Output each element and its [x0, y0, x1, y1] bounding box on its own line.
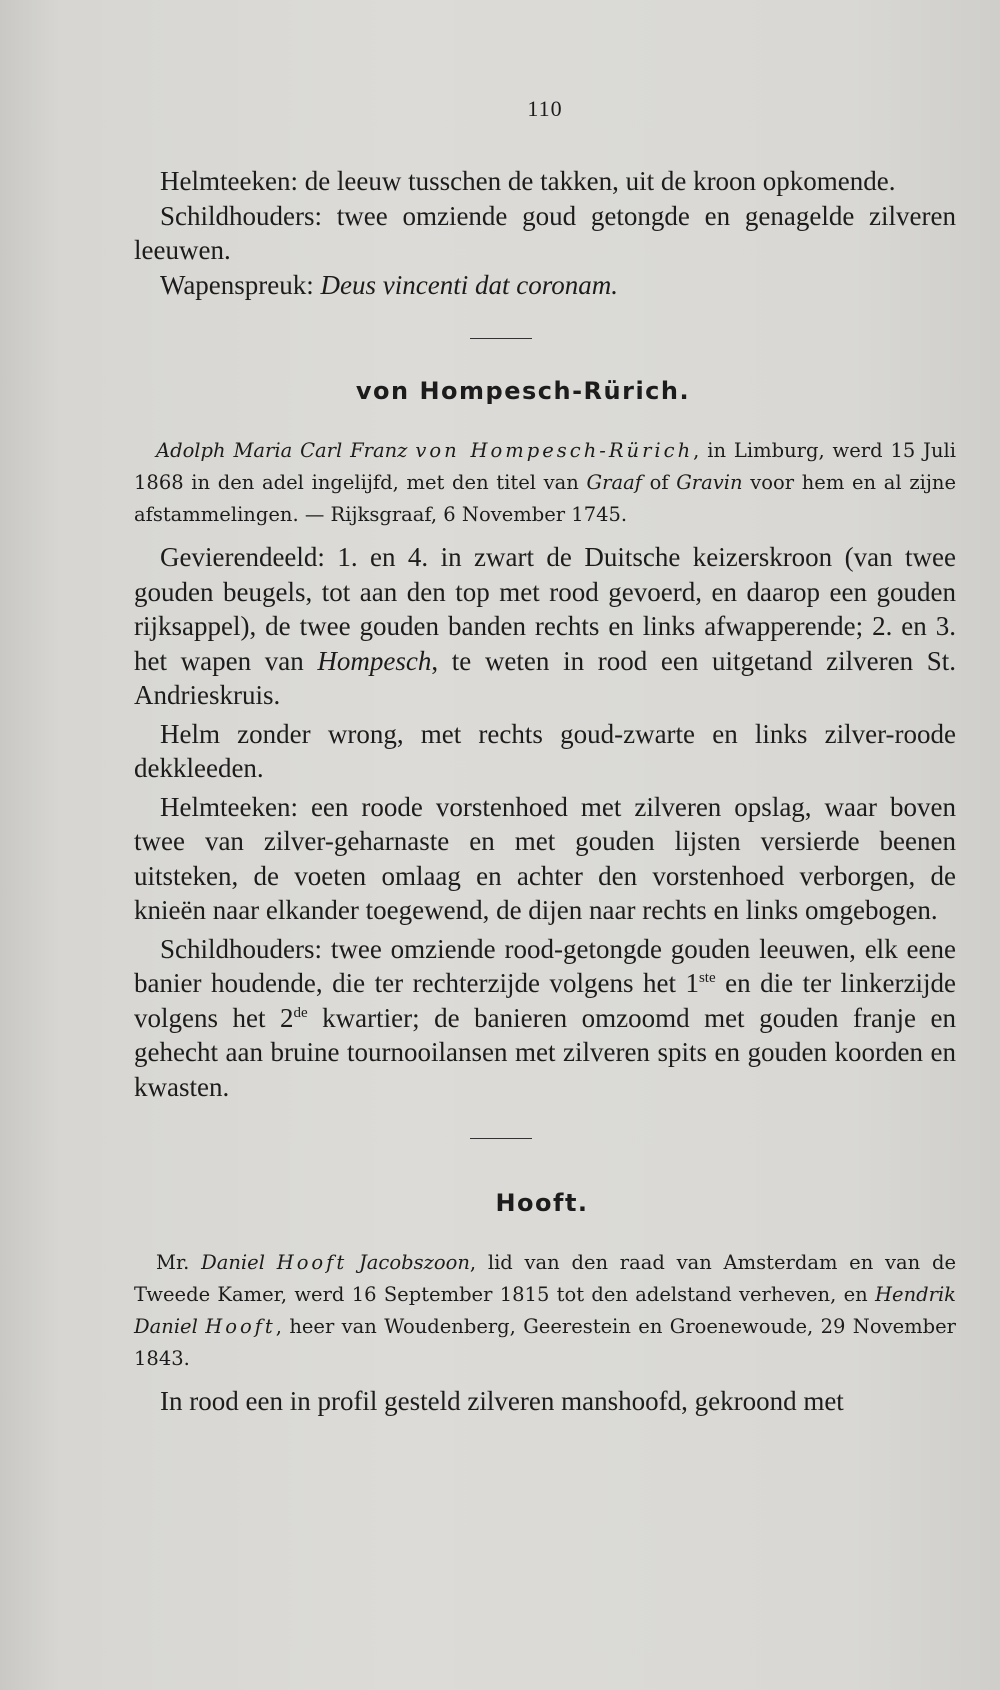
intro-helmteeken: Helmteeken: de leeuw tusschen de takken, uit de kroon opkomende. [160, 166, 896, 196]
hompesch-intro-paragraph: Adolph Maria Carl Franz von Hompesch-Rürich, in Limburg, werd 15 Juli 1868 in den adel ingelijfd, met den titel van Graaf of Gravin voor hem en al zijne afstammelingen. — Rijksgraaf, 6 November 1745. [134, 439, 956, 526]
intro-schildhouders: Schildhouders: twee omziende goud getongde en genagelde zilveren leeuwen. [134, 200, 956, 265]
section-divider [470, 1138, 532, 1139]
section-divider [470, 338, 532, 339]
hompesch-helmteeken-paragraph: Helmteeken: een roode vorstenhoed met zilveren opslag, waar boven twee van zilver-geharnaste en met gouden lijsten versierde beenen uitsteken, de voeten omlaag en achter den vorstenhoed verborgen, de knieën naar elkander toegewend, de dijen naar rechts en links omgebogen. [134, 791, 956, 925]
intro-wapenspreuk [134, 268, 956, 303]
page-number: 110 [527, 96, 563, 121]
hompesch-helm-paragraph: Helm zonder wrong, met rechts goud-zwarte en links zilver-roode dekkleeden. [134, 718, 956, 783]
person-name: Adolph Maria Carl Franz [156, 439, 408, 462]
hooft-intro-paragraph: Mr. Daniel Hooft Jacobszoon, lid van den raad van Amsterdam en van de Tweede Kamer, werd 16 September 1815 tot den adelstand verheven, en Hendrik Daniel Hooft, heer van Woudenberg, Geerestein en Groenewoude, 29 November 1843. [134, 1251, 956, 1370]
hompesch-schildhouders-paragraph: Schildhouders: twee omziende rood-getongde gouden leeuwen, elk eene banier houdende, die ter rechterzijde volgens het 1ste en die ter linkerzijde volgens het 2de kwartier; de banieren omzoomd met gouden franje en gehecht aan bruine tournooilansen met zilveren spits en gouden koorden en kwasten. [134, 933, 956, 1102]
hompesch-blazon-paragraph: Gevierendeeld: 1. en 4. in zwart de Duitsche keizerskroon (van twee gouden beugels, tot aan den top met rood gevoerd, en daarop een gouden rijksappel), de twee gouden banden rechts en links afwapperende; 2. en 3. het wapen van Hompesch, te weten in rood een uitgetand zilveren St. Andrieskruis. [134, 542, 956, 710]
section-title-hompesch: von Hompesch-Rürich. [355, 377, 691, 405]
wapenspreuk-motto: Deus vincenti dat coronam. [320, 269, 618, 300]
person-surname: von Hompesch-Rürich [415, 439, 694, 462]
hooft-blazon-paragraph: In rood een in profil gesteld zilveren manshoofd, gekroond met [160, 1386, 844, 1416]
wapenspreuk-label: Wapenspreuk: [160, 269, 314, 300]
section-title-hooft: Hooft. [495, 1189, 589, 1217]
